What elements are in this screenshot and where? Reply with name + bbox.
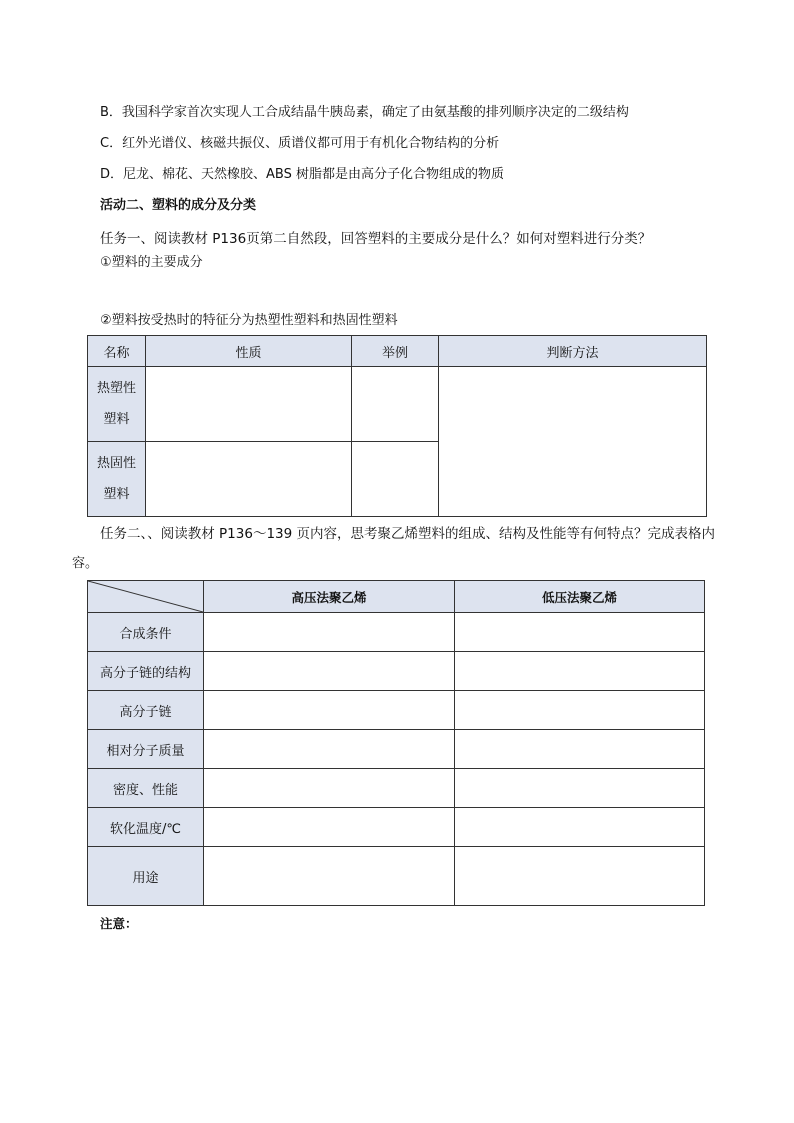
row-label: 用途 [88,847,204,906]
cell-high[interactable] [204,652,455,691]
task1-text: 任务一、阅读教材 P136页第二自然段，回答塑料的主要成分是什么？如何对塑料进行分类？ [100,231,652,247]
cell-low[interactable] [455,691,705,730]
table-row [88,769,705,808]
cell-high[interactable] [204,847,455,906]
option-c: C．红外光谱仪、核磁共振仪、质谱仪都可用于有机化合物结构的分析 [100,136,500,151]
cell-low[interactable] [455,730,705,769]
cell-high[interactable] [204,730,455,769]
cell-low[interactable] [455,808,705,847]
cell-low[interactable] [455,769,705,808]
diagonal-header-cell [88,581,204,613]
cell-high[interactable] [204,769,455,808]
header-property: 性质 [146,336,352,367]
task2-line2: 容。 [72,556,99,571]
cell-example-1[interactable] [352,367,439,442]
task2-line1: 任务二、、阅读教材 P136～139 页内容，思考聚乙烯塑料的组成、结构及性能等有何特点？完成表格内 [100,526,716,542]
row-label: 高分子链的结构 [88,652,204,691]
table-row [88,613,705,652]
header-example: 举例 [352,336,439,367]
row-label: 高分子链 [88,691,204,730]
option-d: D．尼龙、棉花、天然橡胶、ABS 树脂都是由高分子化合物组成的物质 [100,167,504,182]
task1-item1: ①塑料的主要成分 [100,255,203,270]
option-b: B．我国科学家首次实现人工合成结晶牛胰岛素，确定了由氨基酸的排列顺序决定的二级结构 [100,105,629,120]
cell-property-1[interactable] [146,367,352,442]
task1-item2: ②塑料按受热时的特征分为热塑性塑料和热固性塑料 [100,313,398,328]
table-row [88,652,705,691]
cell-method[interactable] [439,367,707,517]
cell-example-2[interactable] [352,442,439,517]
table-row [88,367,707,442]
table-row [88,847,705,906]
row-label: 软化温度/℃ [88,808,204,847]
cell-low[interactable] [455,847,705,906]
plastic-classification-table [87,335,707,517]
note-label: 注意： [100,916,138,931]
header-name: 名称 [88,336,146,367]
header-high-pressure: 高压法聚乙烯 [204,581,455,613]
polyethylene-table [87,580,705,906]
cell-high[interactable] [204,691,455,730]
table-row [88,730,705,769]
cell-high[interactable] [204,613,455,652]
diagonal-line [88,581,203,612]
cell-low[interactable] [455,613,705,652]
row-label: 合成条件 [88,613,204,652]
cell-high[interactable] [204,808,455,847]
row-name-thermoplastic: 热塑性 塑料 [88,367,146,442]
table-row [88,808,705,847]
header-method: 判断方法 [439,336,707,367]
row-label: 密度、性能 [88,769,204,808]
cell-low[interactable] [455,652,705,691]
table-row [88,691,705,730]
row-label: 相对分子质量 [88,730,204,769]
activity-heading: 活动二、塑料的成分及分类 [100,198,257,213]
header-low-pressure: 低压法聚乙烯 [455,581,705,613]
row-name-thermoset: 热固性 塑料 [88,442,146,517]
cell-property-2[interactable] [146,442,352,517]
